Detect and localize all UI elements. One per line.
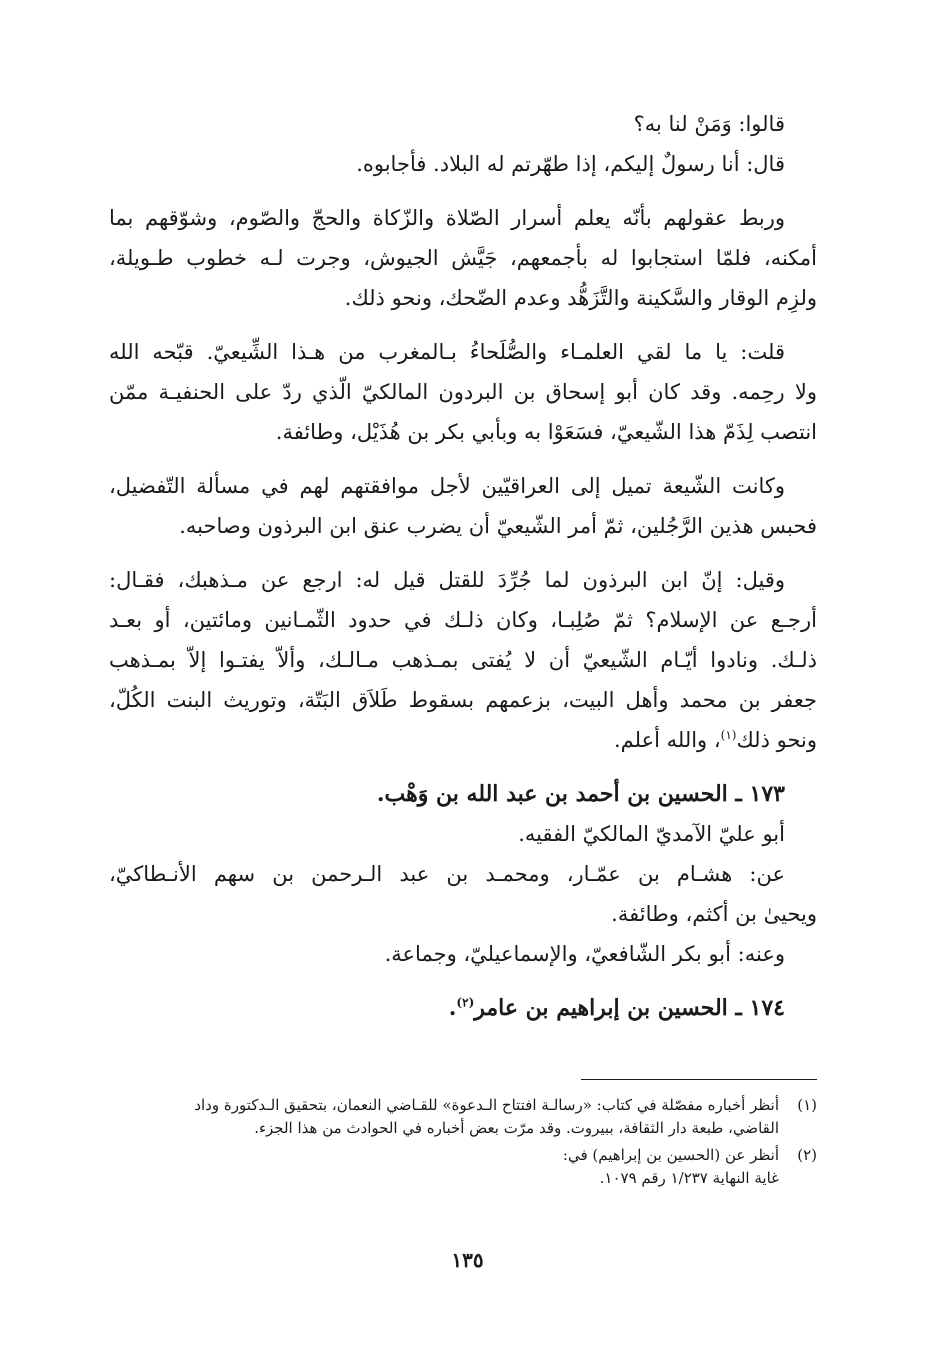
text-line: وكانت الشّيعة تميل إلى العراقيّين لأجل موافقتهم لهم في مسألة التّفضيل، [109, 474, 785, 498]
footnote-number: (٢) [797, 1146, 817, 1164]
entry-173-kunya: أبو عليّ الآمديّ المالكيّ الفقيه. [518, 822, 785, 846]
footnote-ref-1[interactable]: (١) [720, 728, 737, 742]
footnote-ref-2[interactable]: (٢) [456, 995, 475, 1010]
paragraph-dialogue-2 [109, 144, 817, 184]
paragraph-6 [109, 560, 817, 760]
text-line: وربط عقولهم بأنّه يعلم أسرار الصّلاة والزّكاة والحجّ والصّوم، وشوّقهم بما [109, 206, 785, 230]
text-line: ولزِم الوقار والسَّكينة والتَّزَهُّد وعدم الضّحك، ونحو ذلك. [344, 286, 817, 310]
paragraph-4 [109, 332, 817, 452]
entry-173-teachers [109, 854, 817, 934]
text-line: وعنه: أبو بكر الشّافعيّ، والإسماعيليّ، وجماعة. [384, 942, 785, 966]
text-line: جعفر بن محمد وأهل البيت، بزعمهم بسقوط طَلاَق البَتّة، وتوريث البنت الكُلّ، [109, 688, 817, 712]
text-fragment: ١٧٤ ـ الحسين بن إبراهيم بن عامر [474, 995, 785, 1021]
text-line: قال: أنا رسولٌ إليكم، إذا طهّرتم له البلاد. فأجابوه. [356, 152, 785, 176]
entry-174-title [109, 988, 785, 1028]
footnote-divider [581, 1079, 817, 1080]
text-line: ويحيىٰ بن أكثم، وطائفة. [611, 902, 817, 926]
footnote-number: (١) [797, 1096, 817, 1114]
text-line: أمكنه، فلمّا استجابوا له بأجمعهم، جَيَّش الجيوش، وجرت لـه خطوب طـويلة، [109, 246, 817, 270]
footnote-2 [109, 1144, 817, 1190]
footnote-1 [109, 1094, 817, 1140]
footnotes [109, 1094, 817, 1194]
text-fragment: ، والله أعلم. [613, 728, 721, 752]
footnote-line: غاية النهاية ١/٢٣٧ رقم ١٠٧٩. [599, 1169, 779, 1187]
text-line: عن: هشـام بن عمّـار، ومحمـد بن عبد الـرحمن بن سهم الأنـطاكيّ، [109, 862, 785, 886]
entry-174 [109, 988, 817, 1028]
text-line [109, 720, 817, 760]
footnote-line: أنظر أخباره مفصّلة في كتاب: «رسالـة افتتاح الـدعوة» للقـاضي النعمان، بتحقيق الـدكتورة وداد [194, 1096, 779, 1114]
text-line: قلت: يا ما لقي العلمـاء والصُّلَحاءُ بـالمغرب من هـذا الشِّيعيّ. قبّحه الله [109, 340, 785, 364]
paragraph-dialogue-1 [109, 104, 817, 144]
text-fragment: ونحو ذلك [736, 728, 817, 752]
entry-173 [109, 774, 817, 854]
footnote-line: القاضي، طبعة دار الثقافة، ببيروت. وقد مرّت بعض أخباره في الحوادث من هذا الجزء. [254, 1119, 779, 1137]
text-line: فحبس هذين الرَّجُلين، ثمّ أمر الشّيعيّ أن يضرب عنق ابن البرذون وصاحبه. [179, 514, 817, 538]
paragraph-3 [109, 198, 817, 318]
text-line: ذلـك. ونادوا أيّـام الشّيعيّ أن لا يُفتى بمـذهب مـالـك، وألاّ يفتـوا إلاّ بمـذهب [109, 648, 817, 672]
paragraph-5 [109, 466, 817, 546]
text-line: ولا رحِمه. وقد كان أبو إسحاق بن البردون المالكيّ الّذي ردّ على الحنفيـة ممّن [109, 380, 817, 404]
text-fragment: . [448, 995, 457, 1021]
footnote-line: أنظر عن (الحسين بن إبراهيم) في: [562, 1146, 779, 1164]
text-line: انتصب لِذَمّ هذا الشّيعيّ، فسَعَوْا به وبأبي بكر بن هُذَيْل، وطائفة. [275, 420, 817, 444]
entry-173-students [109, 934, 817, 974]
main-text [109, 104, 817, 1028]
entry-173-title: ١٧٣ ـ الحسين بن أحمد بن عبد الله بن وَهْب. [376, 781, 785, 807]
text-line: أرجـع عن الإسلام؟ ثمّ صُلِبـا، وكان ذلـك في حدود الثّمـانين ومائتين، أو بعـد [109, 608, 817, 632]
page-number: ١٣٥ [451, 1248, 484, 1272]
text-line: وقيل: إنّ ابن البرذون لما جُرِّدَ للقتل قيل له: ارجع عن مـذهبك، فقـال: [109, 568, 785, 592]
text-line: قالوا: وَمَنْ لنا به؟ [633, 112, 785, 136]
